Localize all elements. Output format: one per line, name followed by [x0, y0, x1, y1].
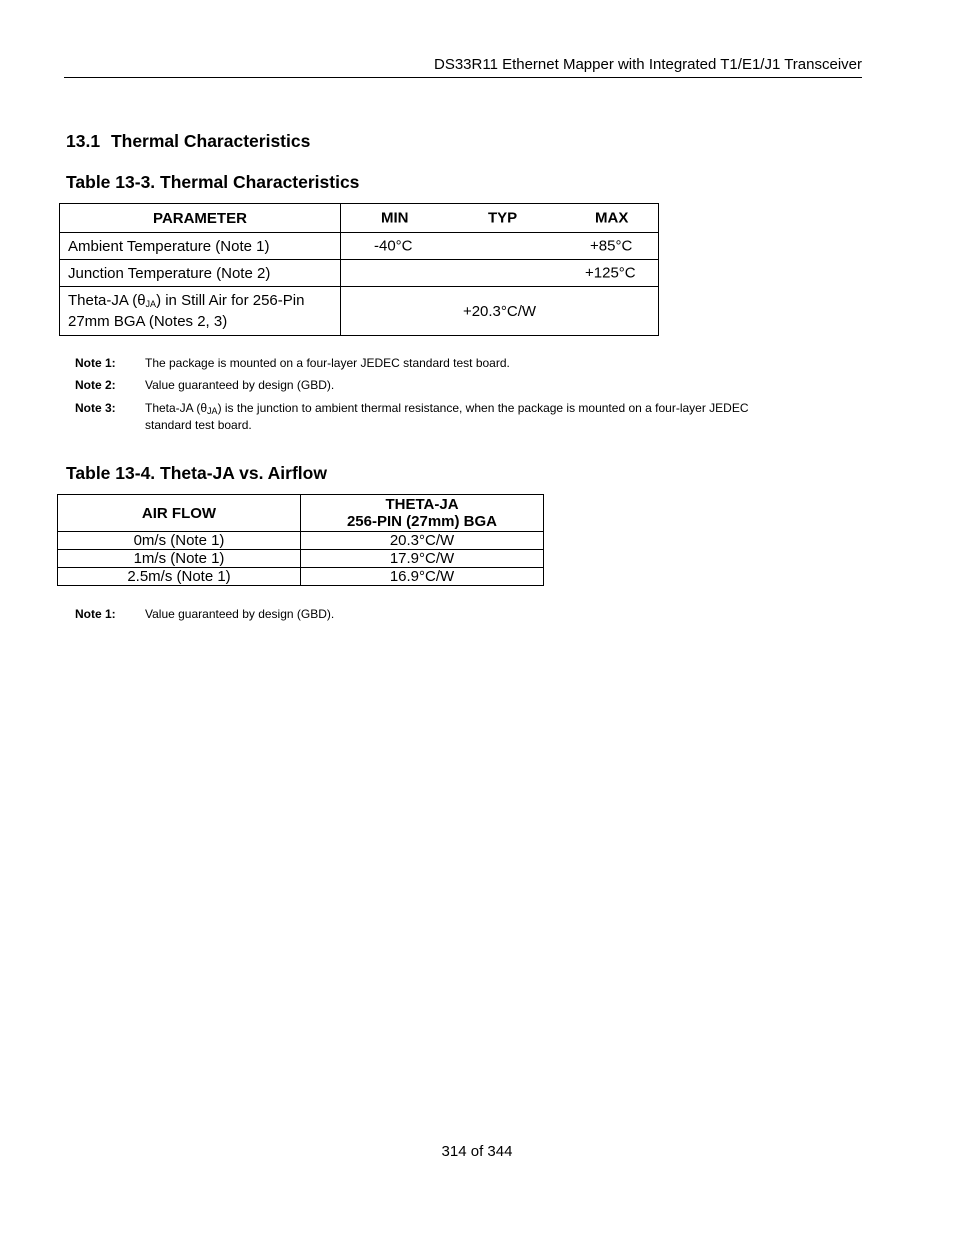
row-parameter: Junction Temperature (Note 2)	[60, 260, 341, 287]
page-number: 314 of 344	[441, 1143, 513, 1160]
row-theta: 17.9°C/W	[301, 550, 544, 568]
header-airflow: AIR FLOW	[58, 495, 301, 532]
table-row	[60, 233, 659, 260]
row-value: +20.3°C/W	[341, 287, 659, 336]
table-row	[60, 260, 659, 287]
section-number: 13.1	[66, 131, 101, 151]
section-title: Thermal Characteristics	[110, 131, 311, 151]
document-title: DS33R11 Ethernet Mapper with Integrated T1/E1/J1 Transceiver	[433, 56, 862, 73]
header-values	[341, 204, 659, 233]
table4-title: Table 13-4. Theta-JA vs. Airflow	[66, 463, 327, 483]
header-min: MIN	[381, 209, 409, 227]
table-header-row	[58, 495, 544, 532]
row-theta: 20.3°C/W	[301, 532, 544, 550]
header-max: MAX	[595, 209, 629, 227]
row-airflow: 0m/s (Note 1)	[58, 532, 301, 550]
header-parameter: PARAMETER	[60, 204, 341, 233]
row-max: +85°C	[590, 237, 633, 255]
section-heading	[66, 131, 310, 152]
table3-title: Table 13-3. Thermal Characteristics	[66, 172, 360, 192]
page-header	[64, 56, 862, 78]
row-parameter: Theta-JA $(\theta_{JA})$ in Still Air for 256-Pin 27mm BGA (Notes 2, 3)	[60, 287, 341, 336]
table-header-row	[60, 204, 659, 233]
row-values	[341, 260, 659, 287]
table-row	[58, 532, 544, 550]
table-row	[58, 550, 544, 568]
row-min: -40°C	[374, 237, 413, 255]
header-typ: TYP	[488, 209, 518, 227]
row-max: +125°C	[585, 264, 636, 282]
header-theta: THETA-JA 256-PIN (27mm) BGA	[301, 495, 544, 532]
row-airflow: 2.5m/s (Note 1)	[58, 568, 301, 586]
theta-ja-airflow-table	[57, 494, 544, 586]
thermal-characteristics-table	[59, 203, 659, 336]
row-parameter: Ambient Temperature (Note 1)	[60, 233, 341, 260]
row-airflow: 1m/s (Note 1)	[58, 550, 301, 568]
row-values	[341, 233, 659, 260]
table-row	[58, 568, 544, 586]
row-theta: 16.9°C/W	[301, 568, 544, 586]
table-row	[60, 287, 659, 336]
